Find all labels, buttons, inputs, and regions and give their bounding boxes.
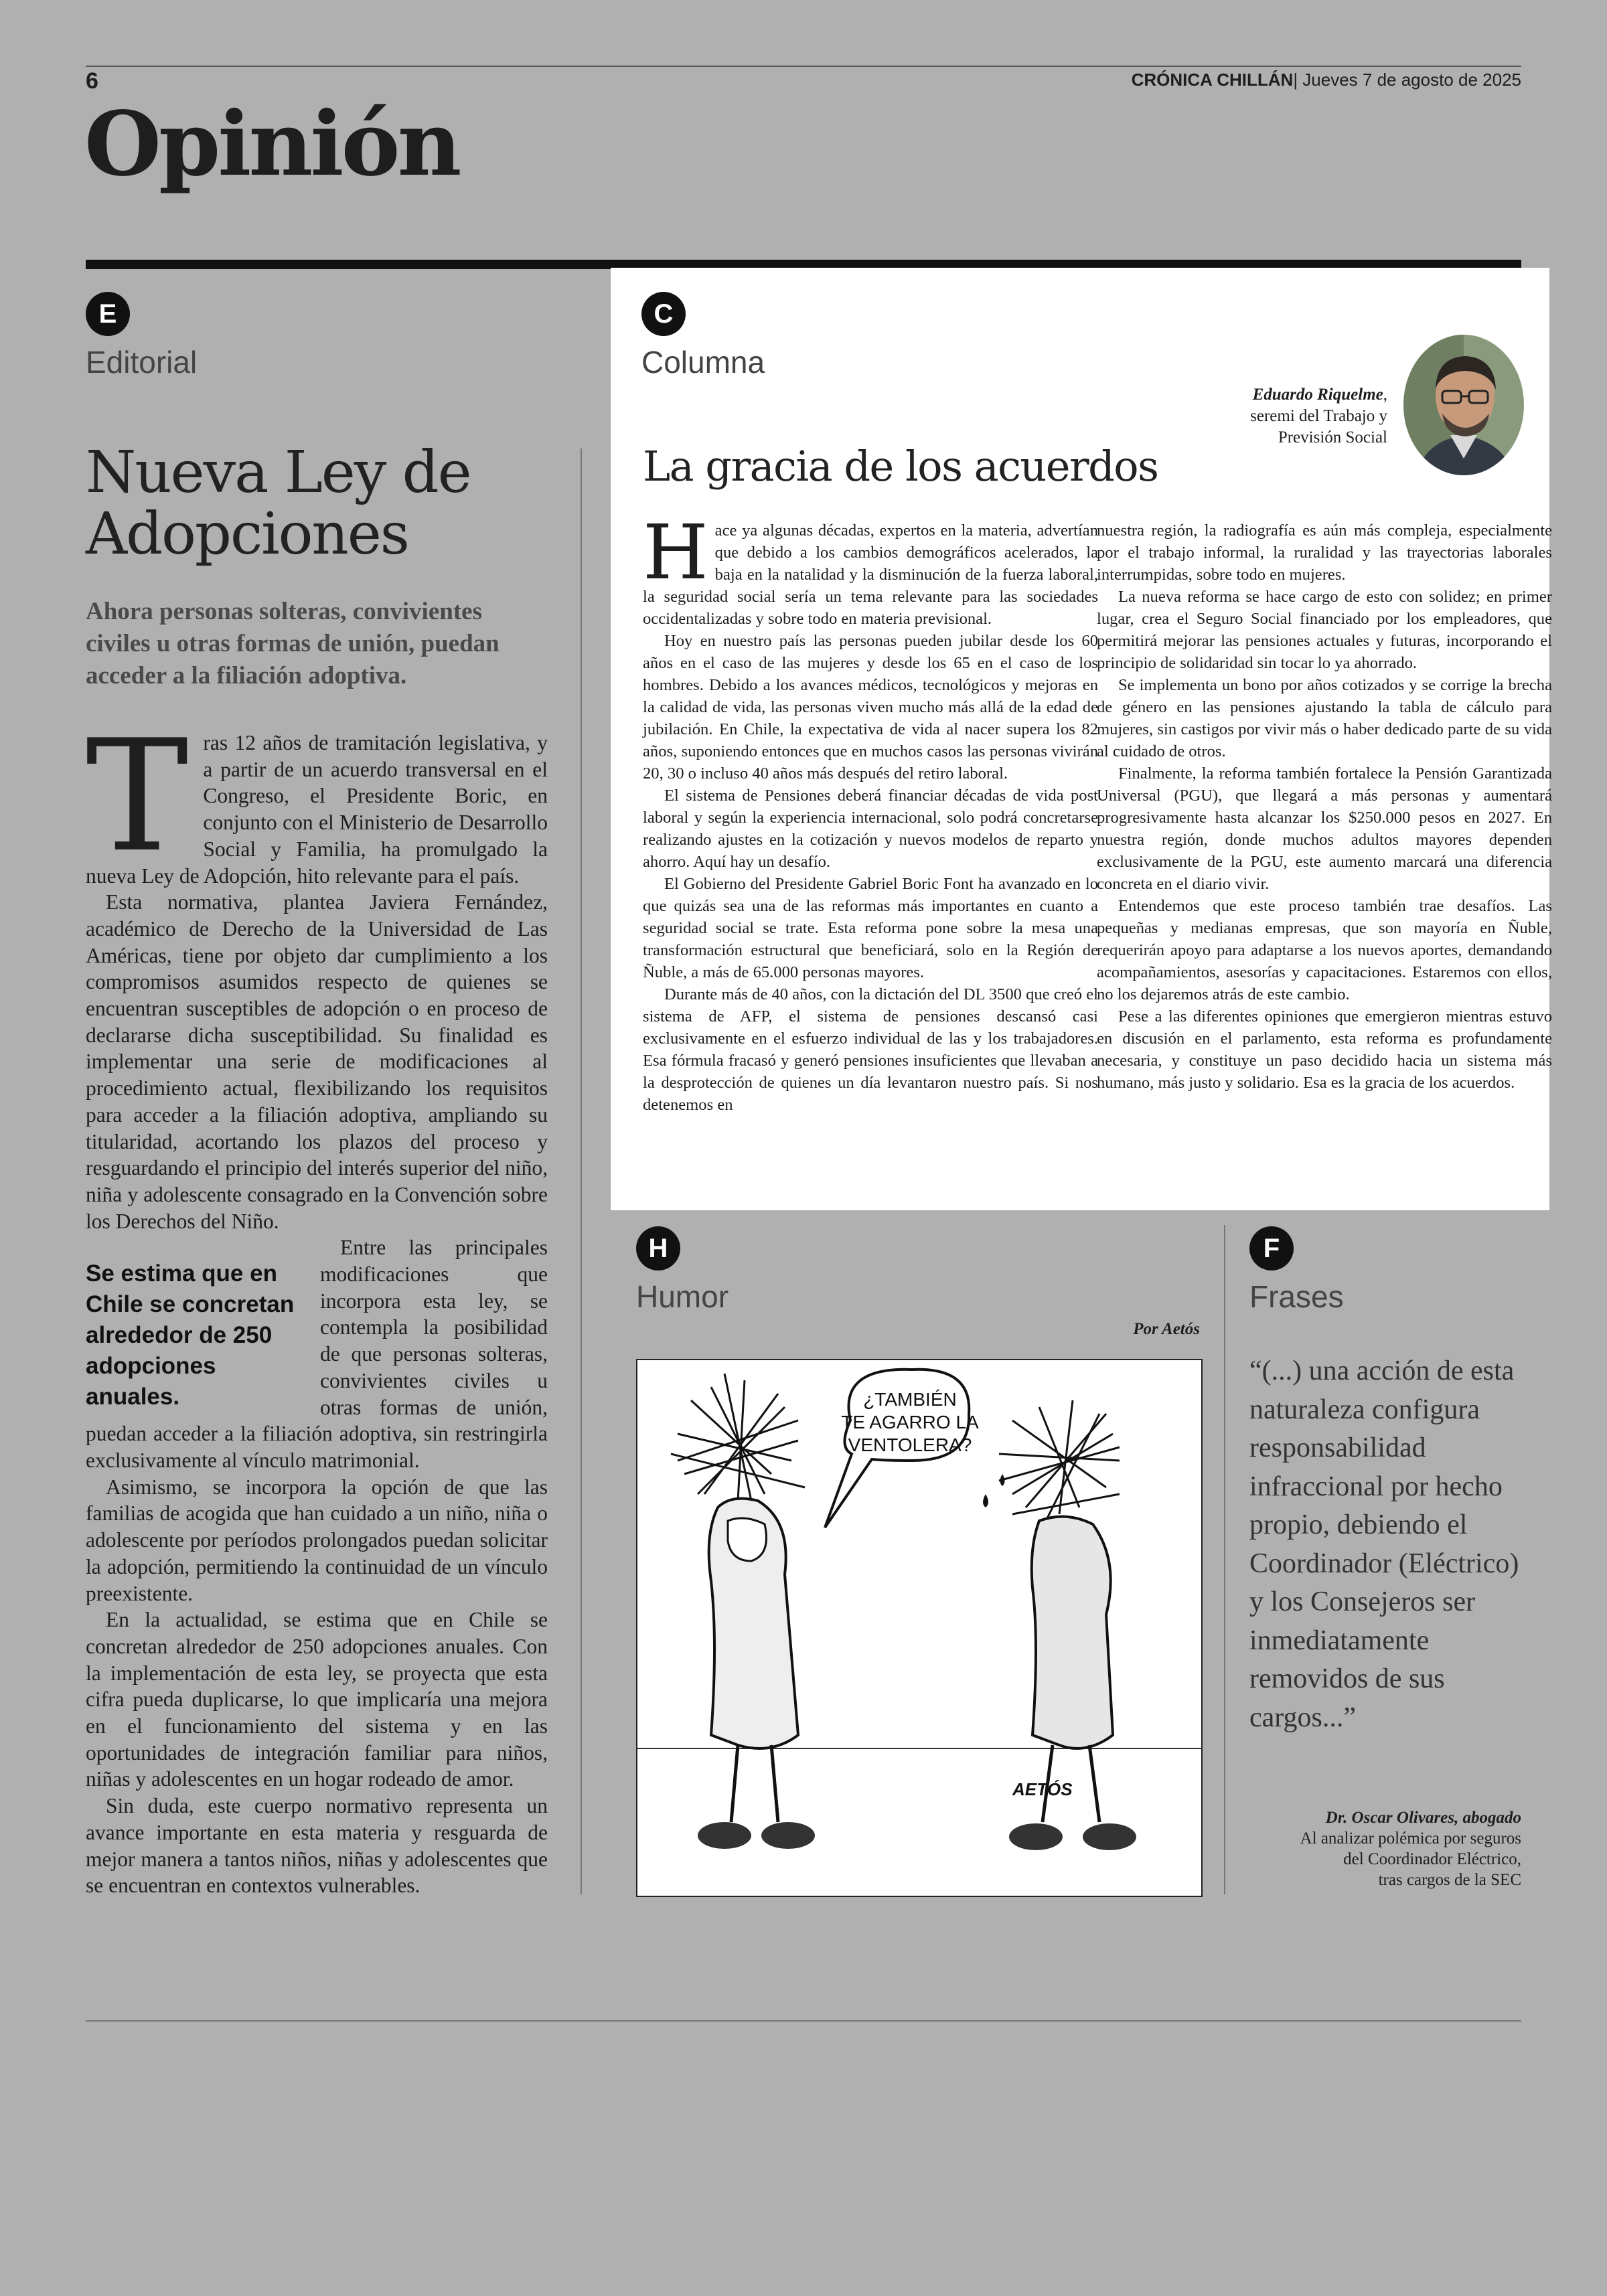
column-rule <box>581 448 582 1894</box>
column-paragraph: Se implementa un bono por años cotizados y se corrige la brecha de género en las pensiones ajustando la tabla de cálculo para mujeres, sin castigos por vivir más o haber dedicado parte de su vida al cuidado de otros. <box>1097 676 1552 760</box>
frases-attribution <box>1232 1807 1521 1890</box>
column-paragraph: Finalmente, la reforma también fortalece la Pensión Garantizada Universal (PGU), que llegará a más personas y aumentará progresivamente hasta alcanzar los $250.000 pesos en 2027. En nuestra región, donde muchos adultos mayores dependen exclusivamente de la PGU, este aumento marcará una diferencia concreta en el diario vivir. <box>1097 764 1552 893</box>
column-paragraph: La nueva reforma se hace cargo de esto con solidez; en primer lugar, crea el Seguro Social financiado por los empleadores, que permitirá mejorar las pensiones actuales y futuras, incorporando el principio de solidaridad sin tocar lo ya ahorrado. <box>1097 588 1552 672</box>
frases-kicker: Frases <box>1249 1279 1344 1314</box>
column-paragraph: Hoy en nuestro país las personas pueden jubilar desde los 60 años en el caso de las mujeres y desde los 65 en el caso de los hombres. Debido a los avances médicos, tecnológicos y mejoras en la calidad de vida, las personas viven mucho más allá de la edad de jubilación. En Chile, la expectativa de vida al nacer supera los 82 años, suponiendo entonces que en muchos casos las personas vivirán 20, 30 o incluso 40 años más después del retiro laboral. <box>643 632 1098 783</box>
page-number: 6 <box>86 68 98 94</box>
section-title: Opinión <box>84 92 459 196</box>
column-paragraph: Durante más de 40 años, con la dictación del DL 3500 que creó el sistema de AFP, el sistema de pensiones descansó casi exclusivamente en el esfuerzo individual de las y los trabajadores. Esa fórmula fracasó y generó pensiones insuficientes que llevaban a la desprotección de quienes un día levantaron nuestro país. Si nos detenemos en <box>643 985 1098 1114</box>
frases-quote: “(...) una acción de esta naturaleza configura responsabilidad infraccional por hecho propio, debiendo el Coordinador (Eléctrico) y los Consejeros ser inmediatamente removidos de sus cargos...” <box>1249 1356 1519 1733</box>
author-role: Previsión Social <box>1278 428 1387 446</box>
quote-context: tras cargos de la SEC <box>1378 1871 1521 1889</box>
column-paragraph: Entendemos que este proceso también trae desafíos. Las pequeñas y medianas empresas, que son mayoría en Ñuble, requerirán apoyo para adaptarse a los nuevos aportes, demandando acompañamientos, asesorías y capacitaciones. Estaremos con ellos, no los dejaremos atrás de este cambio. <box>1097 897 1552 1003</box>
column-dropcap: H <box>643 509 708 596</box>
column-paragraph: El sistema de Pensiones deberá financiar décadas de vida post laboral y según la experiencia internacional, solo podrá concretarse realizando ajustes en la cotización y nuevos modelos de reparto y ahorro. Aquí hay un desafío. <box>643 787 1098 871</box>
column-paragraph: ace ya algunas décadas, expertos en la materia, advertían que debido a los cambios demográficos acelerados, la baja en la natalidad y la disminución de la fuerza laboral, la seguridad social sería un tema relevante para las sociedades occidentalizadas y sobre todo en materia previsional. <box>643 521 1098 628</box>
editorial-kicker: Editorial <box>86 345 198 380</box>
column-paragraph: Pese a las diferentes opiniones que emergieron mientras estuvo en discusión en el parlamento, esta reforma es profundamente necesaria, y constituye un paso decidido hacia un sistema más humano, más justo y solidario. Esa es la gracia de los acuerdos. <box>1097 1007 1552 1092</box>
quote-context: Al analizar polémica por seguros <box>1300 1829 1521 1848</box>
speech-line: VENTOLERA? <box>848 1434 972 1455</box>
quote-author: Dr. Oscar Olivares, abogado <box>1325 1809 1521 1827</box>
editorial-paragraph: En la actualidad, se estima que en Chile se concretan alrededor de 250 adopciones anuales. Con la implementación de esta ley, se proyecta que esta cifra pueda duplicarse, lo que implicaría una mejora en el funcionamiento del sistema y en las oportunidades de integración familiar para niños, niñas y adolescentes en un hogar rodeado de amor. <box>86 1608 548 1791</box>
column-rule <box>1224 1225 1225 1894</box>
column-paragraph: El Gobierno del Presidente Gabriel Boric Font ha avanzado en lo que quizás sea una de las reformas más importantes en cuanto a seguridad social se trate. Esta reforma pone sobre la mesa una transformación estructural que beneficiará, solo en la Región de Ñuble, a más de 65.000 personas mayores. <box>643 875 1098 981</box>
editorial-deck: Ahora personas solteras, convivientes civiles u otras formas de unión, puedan acceder a la filiación adoptiva. <box>86 598 500 689</box>
bottom-rule <box>86 2020 1521 2022</box>
humor-cartoon <box>636 1359 1203 1897</box>
editorial-badge: E <box>86 292 130 336</box>
speech-line: TE AGARRO LA <box>841 1412 979 1432</box>
editorial-pullquote: Se estima que en Chile se concretan alrededor de 250 adopciones anuales. <box>86 1260 295 1410</box>
speech-line: ¿TAMBIÉN <box>863 1389 957 1410</box>
editorial-body <box>86 708 548 1899</box>
column-kicker: Columna <box>641 345 765 380</box>
column-text-col2 <box>1097 519 1552 1094</box>
editorial-dropcap: T <box>86 708 189 886</box>
column-text-col1 <box>643 509 1098 1116</box>
editorial-paragraph: ras 12 años de tramitación legislativa, y a partir de un acuerdo transversal en el Congreso, el Presidente Boric, en conjunto con el Ministerio de Desarrollo Social y Familia, ha promulgado la nueva Ley de Adopción, hito relevante para el país. <box>86 731 548 888</box>
editorial-paragraph: Asimismo, se incorpora la opción de que las familias de acogida que han cuidado a un niño, niña o adolescente por períodos prolongados puedan solicitar la adopción, permitiendo la continuidad de un vínculo preexistente. <box>86 1475 548 1605</box>
column-headline: La gracia de los acuerdos <box>643 442 1158 491</box>
author-block: Eduardo Riquelme, seremi del Trabajo y Previsión Social <box>1125 384 1387 448</box>
author-role: seremi del Trabajo y <box>1250 407 1387 425</box>
frases-badge: F <box>1249 1226 1294 1270</box>
humor-badge: H <box>636 1226 680 1270</box>
publication-name: CRÓNICA CHILLÁN <box>1131 70 1294 90</box>
editorial-headline: Nueva Ley de Adopciones <box>86 439 471 568</box>
editorial-paragraph: Entre las principales modificaciones que incorpora esta ley, se contempla la posibilidad de que personas solteras, convivientes civiles u otras formas de unión, puedan acceder a la filiación adoptiva, sin restringirla exclusivamente al vínculo matrimonial. <box>86 1236 548 1472</box>
top-rule <box>86 66 1521 67</box>
cartoon-signature: AETÓS <box>1012 1779 1073 1799</box>
author-name: Eduardo Riquelme <box>1252 386 1383 404</box>
editorial-paragraph: Sin duda, este cuerpo normativo representa un avance importante en esta materia y resguarda de mejor manera a tantos niños, niñas y adolescentes que se encuentran en contextos vulnerables. <box>86 1794 548 1898</box>
issue-date: | Jueves 7 de agosto de 2025 <box>1293 70 1521 90</box>
column-badge: C <box>641 292 686 336</box>
column-paragraph: nuestra región, la radiografía es aún más compleja, especialmente por el trabajo informal, la ruralidad y las trayectorias laborales interrumpidas, sobre todo en mujeres. <box>1097 521 1552 584</box>
humor-kicker: Humor <box>636 1279 729 1314</box>
humor-byline: Por Aetós <box>1133 1320 1200 1338</box>
author-portrait <box>1403 335 1524 475</box>
quote-context: del Coordinador Eléctrico, <box>1343 1850 1521 1868</box>
masthead <box>1132 70 1521 90</box>
editorial-paragraph: Esta normativa, plantea Javiera Fernández, académico de Derecho de la Universidad de Las Américas, tiene por objeto dar cumplimiento a los compromisos asumidos respecto de quienes se encuentran susceptibles de adopción o en proceso de declararse dicha susceptibilidad. Su finalidad es implementar una serie de modificaciones al procedimiento actual, flexibilizando los requisitos para acceder a la filiación adoptiva, ampliando su titularidad, acortando los plazos del proceso y resguardando el principio del interés superior del niño, niña y adolescente consagrado en la Convención sobre los Derechos del Niño. <box>86 890 548 1233</box>
